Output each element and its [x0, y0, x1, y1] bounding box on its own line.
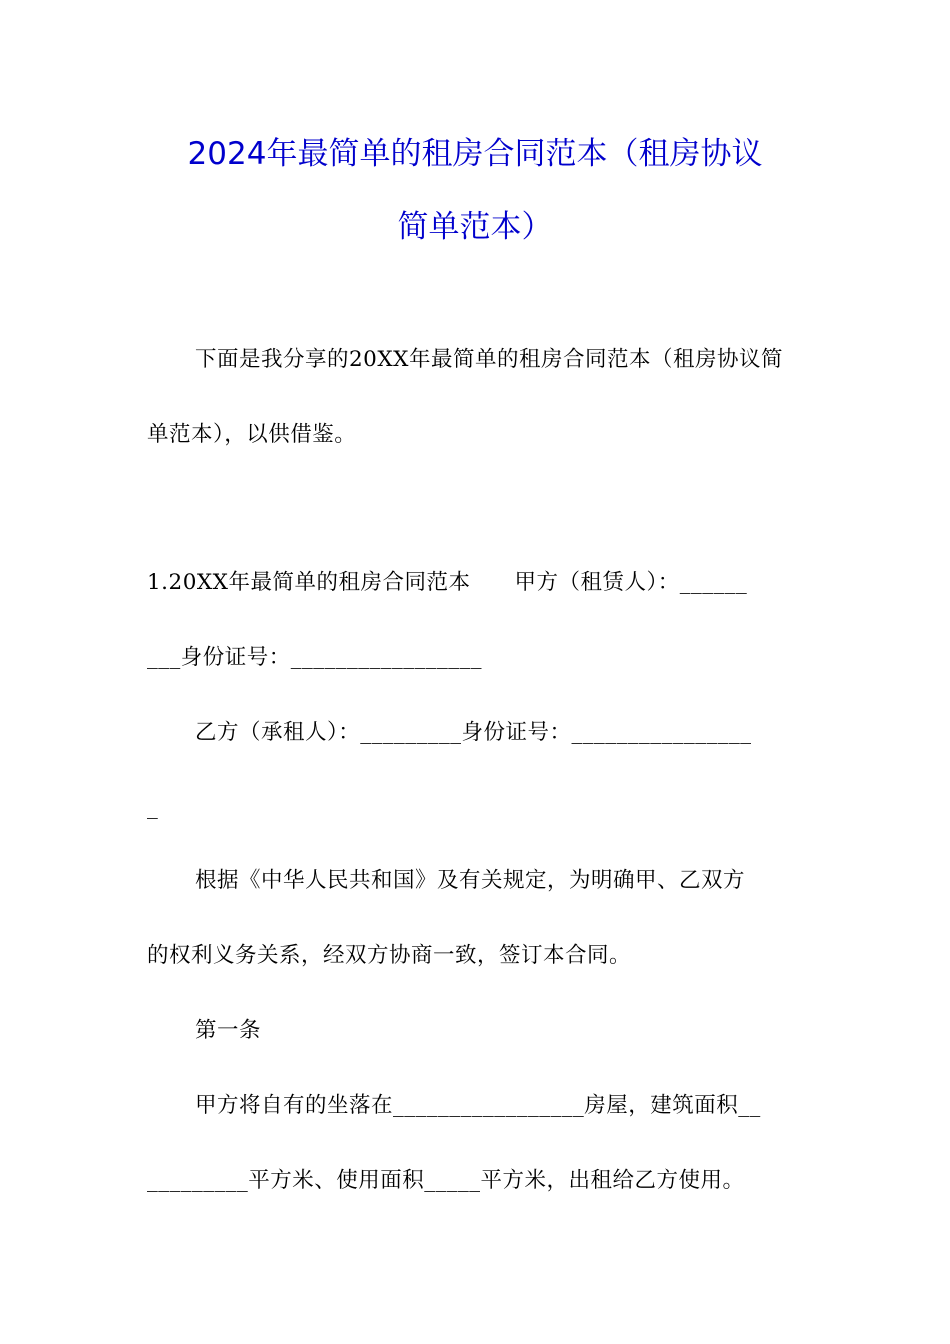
document-title-line-1: 2024年最简单的租房合同范本（租房协议 [187, 136, 763, 172]
party-a-line-1: 1.20XX年最简单的租房合同范本 甲方（租赁人）：______ [147, 570, 748, 595]
party-b-line-1: 乙方（承租人）：_________身份证号：________________ [195, 720, 752, 745]
document-title-line-2: 简单范本） [397, 209, 553, 245]
party-b-line-2: _ [147, 795, 159, 820]
article-one-heading: 第一条 [195, 1018, 262, 1043]
intro-paragraph-line-2: 单范本），以供借鉴。 [147, 422, 357, 447]
intro-paragraph-line-1: 下面是我分享的20XX年最简单的租房合同范本（租房协议简 [195, 347, 783, 372]
house-paragraph-line-2: _________平方米、使用面积_____平方米，出租给乙方使用。 [147, 1168, 745, 1193]
party-a-line-2: ___身份证号：_________________ [147, 645, 483, 670]
basis-paragraph-line-1: 根据《中华人民共和国》及有关规定，为明确甲、乙双方 [195, 868, 746, 893]
house-paragraph-line-1: 甲方将自有的坐落在_________________房屋，建筑面积__ [195, 1093, 761, 1118]
basis-paragraph-line-2: 的权利义务关系，经双方协商一致，签订本合同。 [147, 943, 632, 968]
